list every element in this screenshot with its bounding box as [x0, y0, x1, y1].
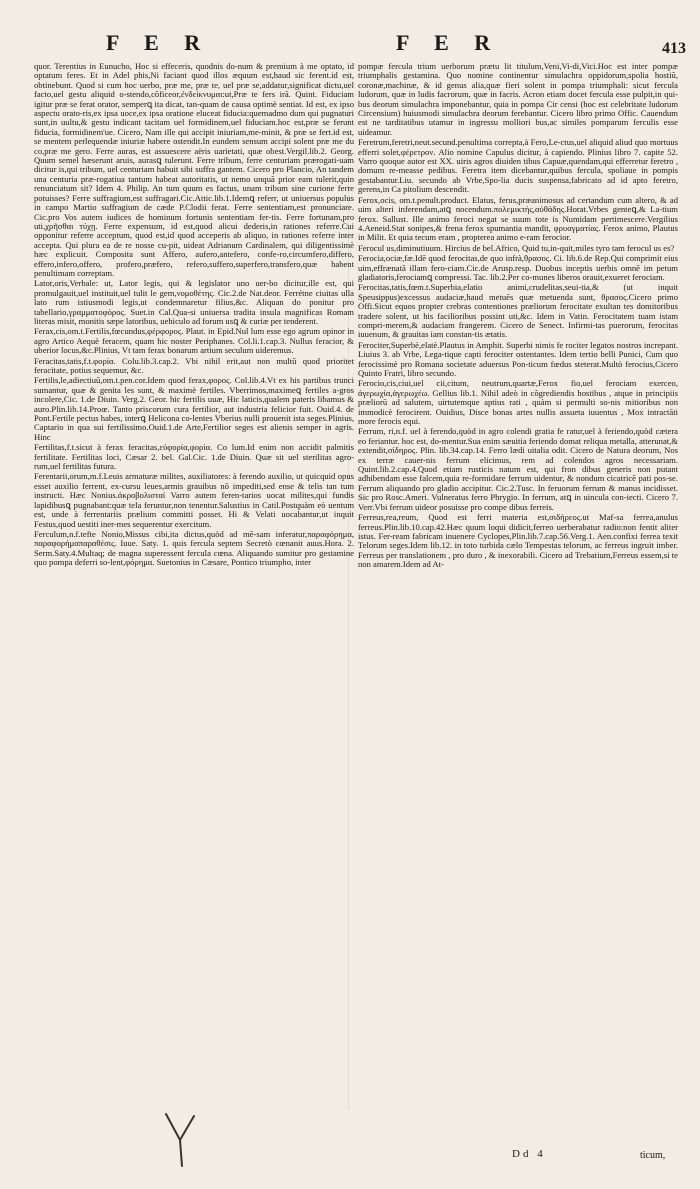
column-divider — [348, 70, 349, 1110]
signature-mark — [512, 1148, 546, 1160]
right-column — [358, 62, 678, 571]
entry-ferox: Ferox,ocis, om.t.penult.product. Elatus, ferus,præanimosus ad certandum cum altero, & ad uim alteri inferendam,atꝗ nocendum.πολεμικτής,αὐθάδης.Horat.Vrbes genteꝗ,& La-tium ferox. Sallust. Ille animo feroci negat se suum tote is Numidam pertimescere.Vergilius 4.Aeneid.Stat sonipes,& frena ferox spumantia mandit, φρυαγματίας. Ferox animo, Plautus in Milit. Et quia tecum eram , propterea animo e-ram ferocior. — [358, 194, 678, 243]
running-head-right: F E R — [396, 30, 501, 55]
entry-feretrum: Feretrum,feretri,neut.secund.penultima correpta,à Fero,Le-ctus,uel aliquid aliud quo mortuus efferri solet,φέρετρον. Alio nomine Capulus dicitur, à capiendo. Plinius libro 7. capite 52. Varro quoque autor est XX. uiris agros diuiden tibus Capuæ,quendam,qui efferretur feretro , domum re-measse pedibus. Feretra item dicebantur,quibus fercula, spoliaue in pompis gestabantur.Liu. secundo ab Vrbe,Spo-lia ducis suspensa,fabricato ad id apto feretro, gerens,in Ca pitolium descendit. — [358, 137, 678, 195]
entry-ferocul: Ferocul us,diminutiuum. Hircius de bel.Africo, Quid tu,in-quit,miles tyro tam ferocul us es? — [358, 242, 675, 253]
entry-fertilis: Fertilis,le,adiectiuū,om.t.pen.cor.Idem quod ferax,φορος. Col.lib.4.Vt ex his partibus trunci sumantur, quæ & genita les sunt, & maximè fertiles. Vberrimos,maximeꝗ fertiles a-gros incolere,Cic. 1.de Diuin. Verg.2. Geor. hic fertilis uuæ, Hic laticis,qualem pateris libamus & auro.Plin.lib.14.Proœ. Tanto priscorum cura fertilior, aut industria felicior fuit. Ouid.4. de Pont.Fertile pectus habes, interꝗ Helicona co-lentes Vberius nulli prouenit ista seges.Plinius, Captario in qua sui fertilissimo.Ouid.1.de Arte,Fertilior seges est alienis semper in agris. Hinc — [34, 375, 354, 442]
signature-letters: Dd — [512, 1148, 532, 1160]
entry-ferculum: Ferculum,n.f.tefte Nonio,Missus cibi,ita dictus,quòd ad mē-sam inferatur,παραφόρημα, παραφορήμαπαραθέσις. Iuue. Saty. 1. quis fercula septem Secretò cœnanit auus.Hora. 2. Serm.Saty.4.Multaq; de magna superessent fercula cœna. Aliquando sumitur pro gestamine quo pompa deferri so-lent,φόρημα. Suetonius in Cæsare, Pontico triumpho, inter — [34, 528, 354, 568]
entry-ferocitas: Ferocitas,tatis,fœm.t.Superbia,elatio animi,crudelitas,seui-tia,& (ut inquit Speusippus)excessus audaciæ,haud metuēs quæ metuenda sunt, θρασος.Cicero primo Offi.Sicut equos propter crebras contentiones præliorum ferocitate exultan tes domitoribus tradere solent, ut his facilioribus possint uti,&c. Idem in Vatin. Ferocitatem tuam istam compri-merem,& audaciam frangerem. Cicero de Senect. Infirmi-tas puerorum, ferocitas iuuenum, & grauitas iam constan-tis ætatis. — [358, 282, 678, 340]
entry-ferculum-continuation: pompæ fercula trium uerborum prætu lit titulum,Veni,Vi-di,Vici.Hoc est inter pompæ triumphalis gestamina. Quo nomine continentur simulachra oppidorum,spolia hostiū, coronæ,machinæ, & id genus alia,quæ fieri solent in pompa triumphali: sicut fercula ludorum, quæ in ludis facrorum, quæ in facris. Acron etiam docet fercula esse pulpit,in qui-bus deorum simulachra imponebantur, quia in pompa Cir censi (hoc est celebritate ludorum Circensium) huiusmodi simulachra deorum ferebantur. Cicero libro primo Offic. Cauendum est ne tarditatibus utamur in ingressu molliori bus,ac similes pomparum ferculis esse uideamur. — [358, 61, 678, 137]
ink-flourish-mark — [160, 1110, 200, 1170]
running-head-left: F E R — [106, 30, 211, 55]
entry-feracitas: Feracitas,tatis,f.t.φορία. Colu.lib.3.cap.2. Vbi nihil erit,aut non multū quod prioritet feracitate, potius sequemur, &c. — [34, 355, 354, 375]
entry-ferreus: Ferreus,rea,reum, Quod est ferri materia est,σιδήρεος.ut Maf-sa ferrea,anulus ferreus.Plin.lib.10.cap.42.Hæc quum loqui didicit,ferreo uerberabatur radio:non fentit aliter istus. Fer-ream fabricam inuenere Cyclopes,Plin.lib.7.cap.56.Verg.1. Aen.confixi ferrea texit Telorum seges.Idem lib.12. in toto turbida cælo Tempestas telorum, ac ferreus ingruit imber. Ferreus per translationem , pro duro , & inexorabili. Cicero ad Trebatium,Ferreus essem,si te non amarem.Idem ad At- — [358, 512, 678, 570]
page-number: 413 — [662, 40, 686, 57]
left-column — [34, 62, 354, 569]
signature-number: 4 — [537, 1148, 546, 1160]
entry-ferrum: Ferrum, ri,n.f. uel à ferendo,quòd in agro colendi gratia fe ratur,uel à feriendo,quòd cætera eo feriantur. hoc est, do-mentur.Sua enim sæuitia feriendo domat reliqua metalla, atterunat,& extendit,σίδηρος. Plin. lib.34.cap.14. Ferro lædi uitalia odit. Cicero de Natura deorum, Nos ex terræ cauer-nis ferrum elicimus, rem ad colendos agros necessariam. Quint.lib.2.cap.4.Quod etiam rusticis natum est, qui fron dibus generis non putant adhibendam esse falcem,quia re-formidare ferrum uidentur, & nondum cicatricē pati pos-se. Ferrum aliquando pro gladio accipitur. Cic.2.Tusc. In feruorum ferrum & manus incidisset. Sic pro Rosc.Ameri. Vulneratus ferro Phrygio. In ferrum, atꝗ in uincula con-iecti. Cicero 7. Verr.Vbi ferrum uideor posuisse pro compe dibus ferreis. — [358, 426, 678, 512]
entry-fertilitas: Fertilitas,f.t.sicut à ferax feracitas,εὐφορία,φορία. Co lum.Id enim non accidit palmitis fertilitate. Fertilitas loci, Cæsar 2. bel. Gal.Cic. 1.de Diuin. Quæ sit uel sterilitas agro-rum,uel fertilitas futura. — [34, 442, 354, 472]
catchword: ticum, — [640, 1150, 666, 1161]
entry-ferociter: Ferociter,Superbè,elatè.Plautus in Amphit. Superbi nimis fe rociter legatos nostros increpant. Liuius 3. ab Vrbe, Lega-tique capti ferociter ostentantes. Idem tertio belli Punici, Cum quo ferocissimè pro Romana societate aduersus Pon-ticum fœdus steterat.Multò ferocius,Cicero Quinto Fratri, libro secundo. — [358, 339, 678, 378]
entry-lator: Lator,oris,Verbale: ut, Lator legis, qui & legislator uno uer-bo dicitur,ille est, qui promulgauit,uel instituit,uel tulit le gem,νομοθέτης. Cic.2.de Nat.deor. Ferrétne ciuitas ulla lato rum istiusmodi legis,ut condemnaretur filius,&c. Aliquan do ponitur pro tabellario,γραμματοφόρος. Suet.in Cal.Qua-si uniuersa tradita insula magnificas Romam literas misit, monitis sæpe latoribus, uehiculo ad forum usꝗ & curiæ per tenderent. — [34, 278, 354, 326]
entry-ferocia: Ferocia,ociæ,fæ.Idē quod ferocitas,de quo infrà,θρασος. Ci. lib.6.de Rep.Qui comprimit eius uim,effrænatã illam fero-ciam.Cic.de Arusp.resp. Duobus inceptis uerbis omnē im petum gladiatoris,ferociamꝗ compressi. Tac. lib.2.Per co-munes liberos orauit,exueret ferociam. — [358, 253, 678, 282]
entry-ferax: Ferax,cis,om.t.Fertilis,fœcundus,φέρφορος. Plaut. in Epid.Nul lum esse ego agrum opinor in agro Artico Aequè feracem, quam hic noster Periphanes. Col.li.1.cap.3. Nullus feracior, & uberior locus,&c.Plinius, Vt tam ferax bonarum artium seculum uideremus. — [34, 326, 354, 356]
entry-ferentarii: Ferentarii,orum,m.f.Leuis armaturæ milites, auxiliatores: à ferendo auxilio, ut quicquid opus esset auxilio ferrent, ex-cursu leues,armis grauibus nō impediti,sed ense & telis tan tum instructi. Hæc Nonius.ἀκροβολισταί Varro autem feren-tarios uocat milites,qui fundis lapidibusꝗ pugnabant:quæ tela feruntur,non tenentur.Salustius in Catil.Postquàm eò uentum est, unde à ferrentariis prælium committi posset. Hi & Velati uocabantur,ut inquit Festus,quod uestiti iner-mes sequerentur exercitum. — [34, 471, 354, 529]
entry-ferocio: Ferocio,cis,ciui,uel cii,citum, neutrum,quartæ,Ferox fio,uel ferociam exerceo, ἀγερωχία,ἀγερωχέω. Gellius lib.1. Nihil adeò in cõgrediendis hostibus , atque in principiis præliorū ad salutem, uirtutemque aptius rati , quàm si permulti so-nis mitioribus non immodicè ferocirent. Ouidius, Disce bonas artes nullis assueta iuuentus , Mox intractāti more ferocis equi. — [358, 378, 678, 427]
entry-fero-continuation: quor. Terentius in Eunucho, Hoc si effeceris, quodnis do-num & premium à me optato, id optatum feres. Et in Adel phis,Ni faciant quod illos æquum est,haud sic ferent.id est, obtinebunt. Quod si cum hoc uerbo, præ me, præ te, uel præ se,addatur,significat dictu,uel facto,uel gestu aliquid o-stendo,cõficeor,ἐνδείκνυμαι:ut,Præ te fers irā. Quint. Fiduciam igitur præ se ferat orator, semperꝗ ita dicat, tan-quam de causa optimè sentiat. Id est, ex ipso aspectu orato-ris,ex ipsa uoce,ex ipsa oratione eluceat fiducia:quemadmo dum qui pugnaturi sunt,in uultu,& gestu indicant tacitam uel formidinem,uel fiduciam.hoc est,præ se ferunt fiducia, formidinem'ue. Cicero, Nam ille qui accipit iniuriam,me-minit, & præ se fert.id est, se mentem perlequendæ iniuriæ habere ostendit.In eundem sensum accipi solent præ me du co,præ me gero. Ferre auras, est assuescere aëris uarietati, quæ obest.Vergil.lib.2. Georg. Quum semel hæserunt aruis, aurasꝗ tulerunt. Ferre tribum, ferre centuriam prærogati-uam dicitur is,qui tribum, uel centuriam habuit sibi suffra gantem. Cicero pro Plancio, An tandem una centuria præ-rogatiua tantum habeat autoritatis, ut nemo unquã prior eam tulerit,quin renunciatum sit? Idem 4. Philip. An tum quum es factus, unam tribum sine curione ferre potuisses? Ferre suffragium,est suffragari.Cic.Attic.lib.1.Idemꝗ referr, ut uniuersus populus in campo Martio suffragium de cæde P.Clodii ferat. Ferre sententiam,est pronunciare. Cic.pro Vos autem iudices de hominum fortunis sententiam fer-tis. Ferre fortunam,pro uti,χρῆσθαι τύχῃ. Ferre expensum, id est,quod alicui dederis,in rationes referre.Cui opponitur referre acceptum, quod est,id quod acceperis ab aliquo, in rationes referre inter accepta. Qui plura ea de re nosse cu-pit, uideat Adrianum Cardinalem, qui diligentissimè hæc explicuit. Composita sunt Affero, aufero,antefero, confe-ro,circumfero,differo, effero,infero,offero, profero,præfero, refero,suffero,superfero,transfero,quæ habent penultimam correptam. — [34, 61, 354, 278]
